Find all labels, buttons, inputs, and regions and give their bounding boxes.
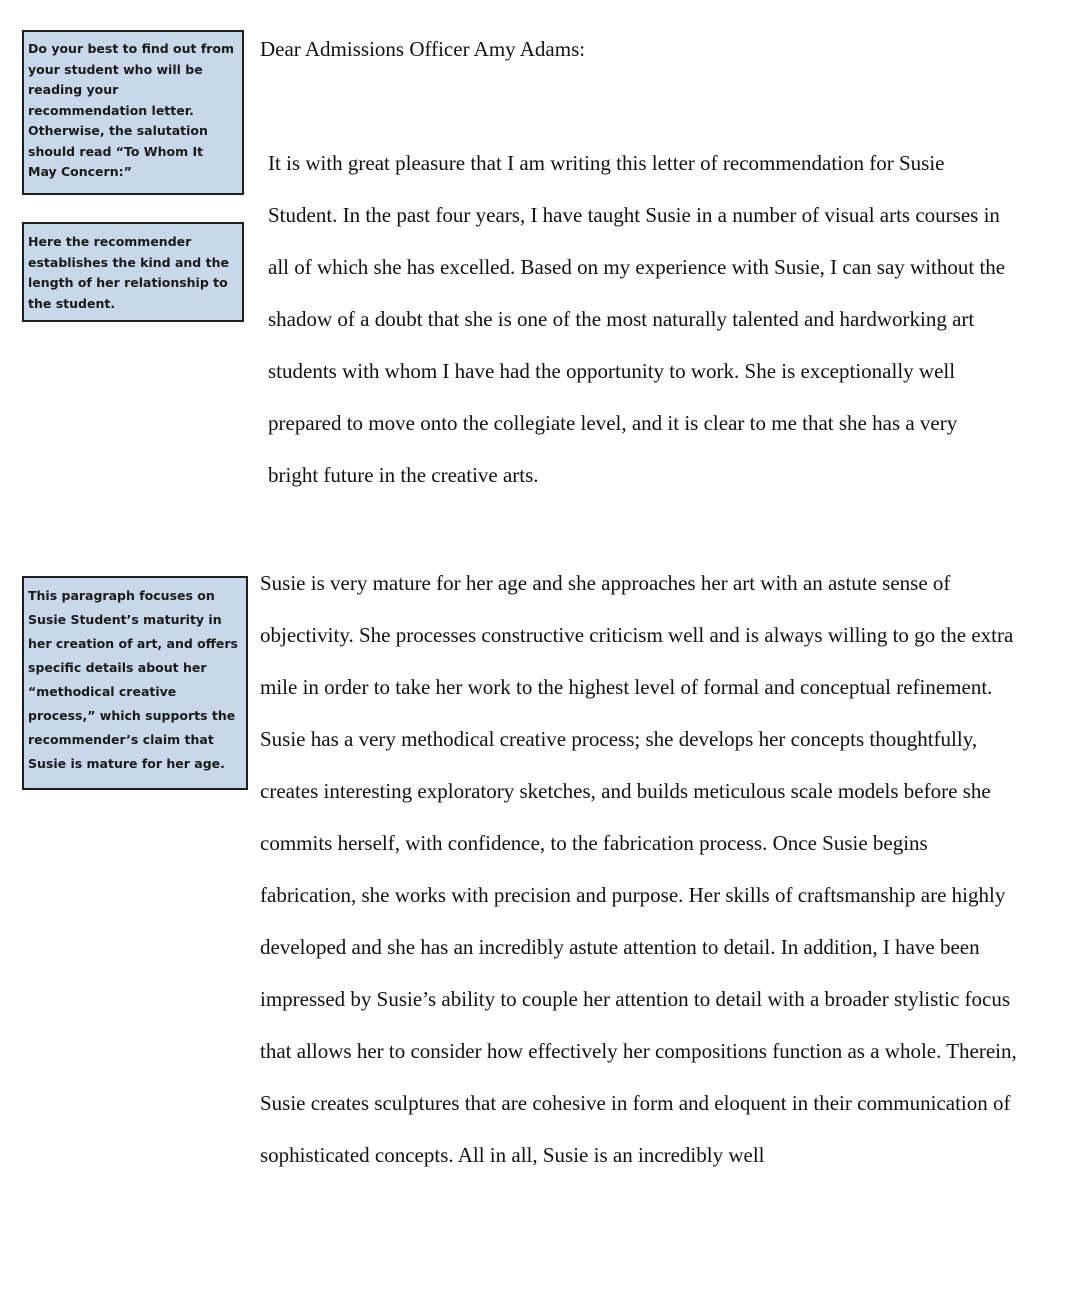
margin-note-relationship: Here the recommender establishes the kind and the length of her relationship to the student. — [22, 222, 244, 322]
letter-paragraph-relationship: It is with great pleasure that I am writing this letter of recommendation for Susie Student. In the past four years, I have taught Susie in a number of visual arts courses in all of which she has excelled. Based on my experience with Susie, I can say without the shadow of a doubt that she is one of the most naturally talented and hardworking art students with whom I have had the opportunity to work. She is exceptionally well prepared to move onto the collegiate level, and it is clear to me that she has a very bright future in the creative arts. — [268, 151, 1006, 487]
margin-note-salutation: Do your best to find out from your student who will be reading your recommendation letter. Otherwise, the salutation should read “To Whom It May Concern:” — [22, 30, 244, 195]
letter-paragraph-maturity: Susie is very mature for her age and she approaches her art with an astute sense of objectivity. She processes constructive criticism well and is always willing to go the extra mile in order to take her work to the highest level of formal and conceptual refinement. Susie has a very methodical creative process; she develops her concepts thoughtfully, creates interesting exploratory sketches, and builds meticulous scale models before she commits herself, with confidence, to the fabrication process. Once Susie begins fabrication, she works with precision and purpose. Her skills of craftsmanship are highly developed and she has an incredibly astute attention to detail. In addition, I have been impressed by Susie’s ability to couple her attention to detail with a broader stylistic focus that allows her to consider how effectively her compositions function as a whole. Therein, Susie creates sculptures that are cohesive in form and eloquent in their communication of sophisticated concepts. All in all, Susie is an incredibly well — [260, 571, 1017, 1167]
margin-note-maturity: This paragraph focuses on Susie Student’s maturity in her creation of art, and offers specific details about her “methodical creative process,” which supports the recommender’s claim that Susie is mature for her age. — [22, 576, 248, 790]
letter-salutation: Dear Admissions Officer Amy Adams: — [260, 37, 586, 61]
